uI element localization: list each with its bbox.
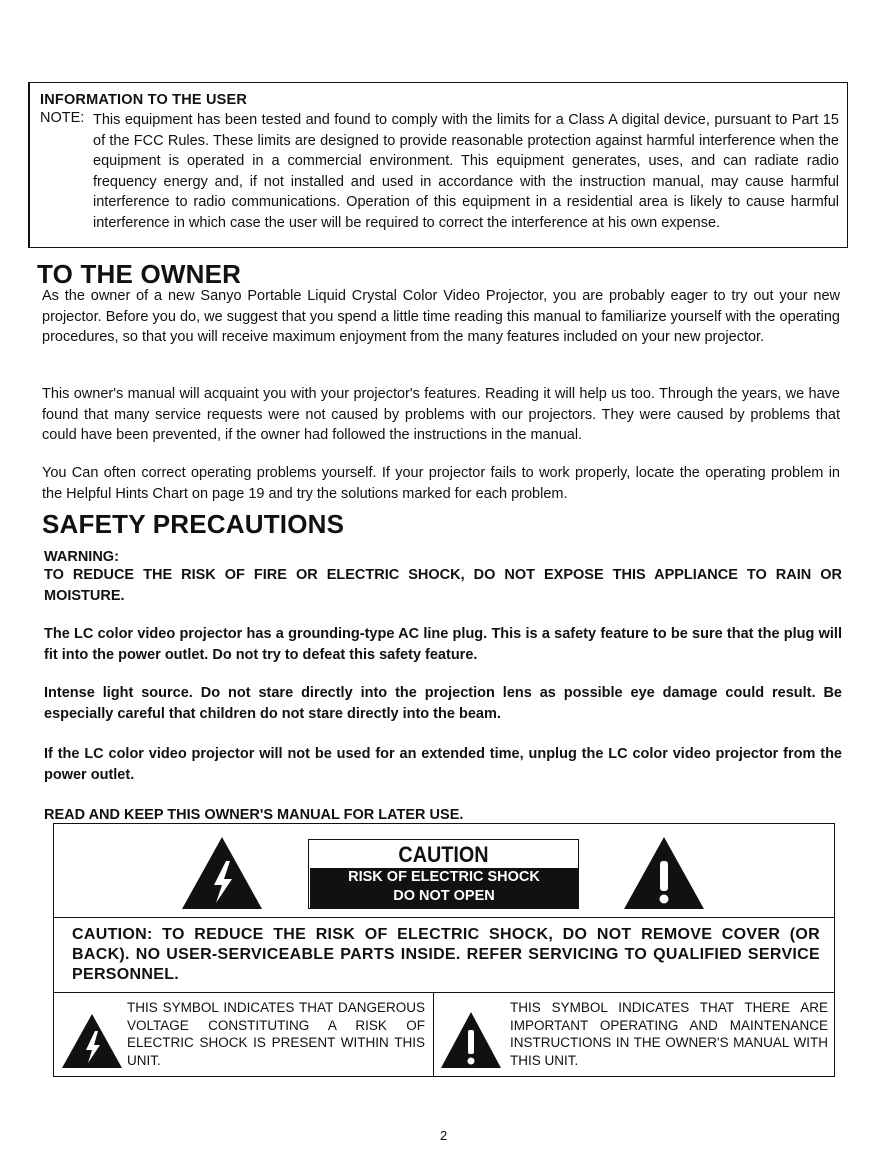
symbol-divider xyxy=(53,992,835,993)
caution-sign-line2: DO NOT OPEN xyxy=(393,888,495,904)
lightning-symbol-text: THIS SYMBOL INDICATES THAT DANGEROUS VOLTAGE CONSTITUTING A RISK OF ELECTRIC SHOCK IS PRESENT WITHIN THIS UNIT. xyxy=(127,1000,425,1068)
safety-item-light-source: Intense light source. Do not stare directly into the projection lens as possible eye damage could result. Be especially careful that children do not stare directly into the beam. xyxy=(44,685,842,722)
exclamation-symbol-text: THIS SYMBOL INDICATES THAT THERE ARE IMPORTANT OPERATING AND MAINTENANCE INSTRUCTIONS IN THE OWNER'S MANUAL WITH THIS UNIT. xyxy=(510,1000,828,1068)
owner-paragraph-1: As the owner of a new Sanyo Portable Liquid Crystal Color Video Projector, you are probably eager to try out your new projector. Before you do, we suggest that you spend a little time reading this manual to familiarize yourself with the operating procedures, so that you will receive maximum enjoyment from the many features included on your new projector. xyxy=(42,288,840,345)
note-body: This equipment has been tested and found to comply with the limits for a Class A digital device, pursuant to Part 15 of the FCC Rules. These limits are designed to provide reasonable protection against harmful interference when the equipment is operated in a commercial environment. This equipment generates, uses, and can radiate radio frequency energy and, if not installed and used in accordance with the instruction manual, may cause harmful interference to radio communications. Operation of this equipment in a residential area is likely to cause harmful interference in which case the user will be required to correct the interference at his own expense. xyxy=(93,112,839,231)
warning-label: WARNING: xyxy=(44,549,119,565)
exclamation-warning-icon xyxy=(622,835,706,911)
caution-sign-band xyxy=(310,868,578,908)
page-number: 2 xyxy=(440,1128,448,1143)
caution-sign-line1: RISK OF ELECTRIC SHOCK xyxy=(348,869,540,885)
note-label: NOTE: xyxy=(40,110,85,126)
exclamation-symbol-icon xyxy=(440,1011,502,1069)
caution-divider xyxy=(53,917,835,918)
safety-title: SAFETY PRECAUTIONS xyxy=(42,509,345,539)
info-heading: INFORMATION TO THE USER xyxy=(40,92,248,108)
owner-paragraph-2: This owner's manual will acquaint you with your projector's features. Reading it will help us too. Through the years, we have found that many service requests were not caused by problems with our projectors. They were caused by problems that could have been prevented, if the owner had followed the instructions in the manual. xyxy=(42,386,840,443)
owner-title: TO THE OWNER xyxy=(37,259,242,289)
symbol-column-divider xyxy=(433,992,434,1076)
safety-item-keep-manual: READ AND KEEP THIS OWNER'S MANUAL FOR LATER USE. xyxy=(44,807,464,823)
caution-statement: CAUTION: TO REDUCE THE RISK OF ELECTRIC SHOCK, DO NOT REMOVE COVER (OR BACK). NO USER-SERVICEABLE PARTS INSIDE. REFER SERVICING TO QUALIFIED SERVICE PERSONNEL. xyxy=(72,926,820,983)
safety-item-unplug: If the LC color video projector will not be used for an extended time, unplug the LC color video projector from the power outlet. xyxy=(44,746,842,783)
safety-item-grounding: The LC color video projector has a grounding-type AC line plug. This is a safety feature to be sure that the plug will fit into the power outlet. Do not try to defeat this safety feature. xyxy=(44,626,842,663)
lightning-warning-icon xyxy=(180,835,264,911)
warning-text: TO REDUCE THE RISK OF FIRE OR ELECTRIC SHOCK, DO NOT EXPOSE THIS APPLIANCE TO RAIN OR MOISTURE. xyxy=(44,567,842,604)
lightning-symbol-icon xyxy=(61,1013,123,1069)
owner-paragraph-3: You Can often correct operating problems yourself. If your projector fails to work properly, locate the operating problem in the Helpful Hints Chart on page 19 and try the solutions marked for each problem. xyxy=(42,465,840,502)
caution-sign-title: CAUTION xyxy=(398,842,489,867)
note-text xyxy=(40,110,839,233)
